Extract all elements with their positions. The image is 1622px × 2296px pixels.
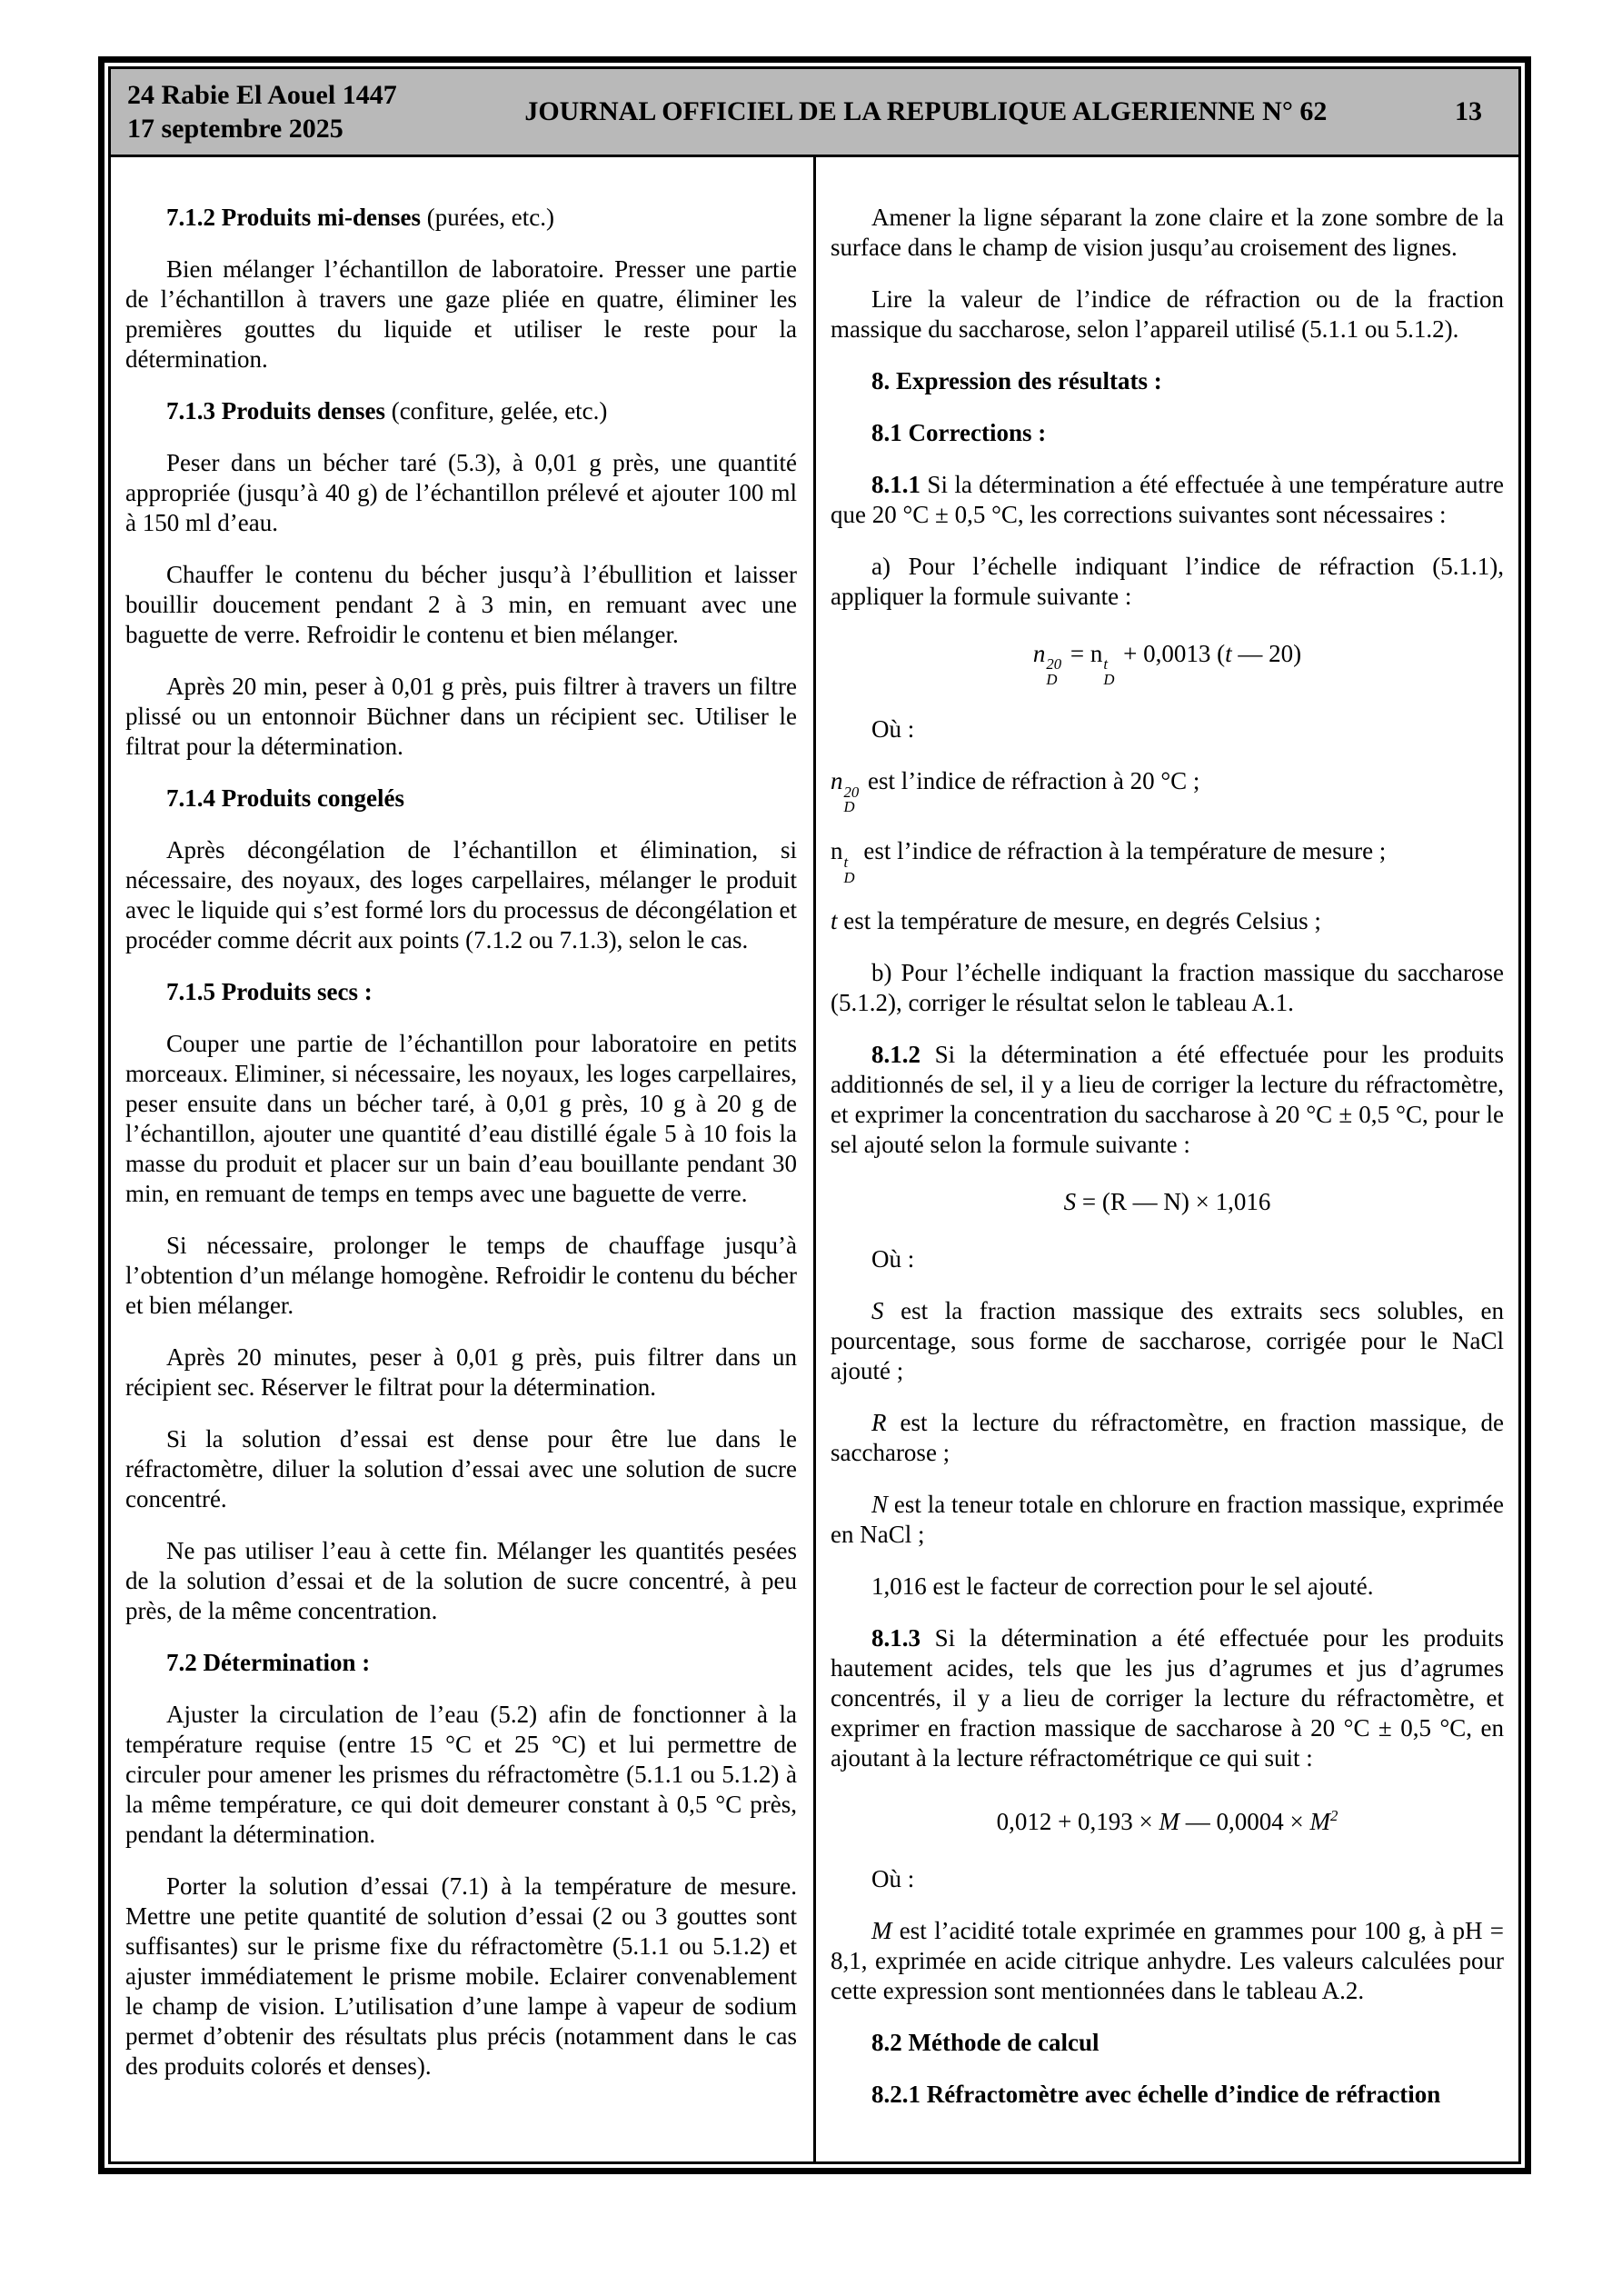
paragraph: Chauffer le contenu du bécher jusqu’à l’ébullition et laisser bouillir doucement pendant 2 à 3 min, en remuant avec une baguette de verre. Refroidir le contenu et bien mélanger. (125, 561, 797, 648)
heading-7-2: 7.2 Détermination : (166, 1649, 371, 1676)
paragraph: Lire la valeur de l’indice de réfraction ou de la fraction massique du saccharose, selon l’appareil utilisé (5.1.1 ou 5.1.2). (831, 285, 1504, 343)
paragraph: Bien mélanger l’échantillon de laboratoire. Presser une partie de l’échantillon à travers une gaze pliée en quatre, éliminer les premières gouttes du liquide et utiliser le reste pour la détermination. (125, 255, 797, 373)
definition-ndt: n t D est l’indice de réfraction à la température de mesure ; (831, 837, 1387, 886)
heading-8-1: 8.1 Corrections : (871, 419, 1047, 446)
paragraph: Après 20 minutes, peser à 0,01 g près, puis filtrer dans un récipient sec. Réserver le filtrat pour la détermination. (125, 1343, 797, 1401)
journal-title: JOURNAL OFFICIEL DE LA REPUBLIQUE ALGERIENNE N° 62 (524, 96, 1328, 126)
definition-nd20: n 20 D est l’indice de réfraction à 20 °C ; (831, 767, 1200, 816)
right-column (816, 157, 1518, 2161)
paragraph: Couper une partie de l’échantillon pour laboratoire en petits morceaux. Eliminer, si nécessaire, les noyaux, les loges carpellaires, peser ensuite dans un bécher taré, à 0,01 g près, 10 g à 20 g de l’échantillon, ajouter une quantité d’eau distillé égale 5 à 10 fois la masse du produit et placer sur un bain d’eau bouillante pendant 30 min, en remuant de temps en temps avec une baguette de verre. (125, 1030, 797, 1207)
heading-7-1-5: 7.1.5 Produits secs : (166, 978, 373, 1005)
paragraph: Après 20 min, peser à 0,01 g près, puis filtrer à travers un filtre plissé ou un entonnoir Büchner dans un récipient sec. Utiliser le filtrat pour la détermination. (125, 673, 797, 760)
paragraph: Ne pas utiliser l’eau à cette fin. Mélanger les quantités pesées de la solution d’essai et de la solution de sucre concentré, à peu près, de la même concentration. (125, 1537, 797, 1624)
hijri-date: 24 Rabie El Aouel 1447 (127, 80, 397, 110)
page-header (111, 69, 1518, 157)
paragraph-8-1-1: 8.1.1 Si la détermination a été effectuée à une température autre que 20 °C ± 0,5 °C, les corrections suivantes sont nécessaires : (831, 471, 1504, 528)
formula-salt-correction: S = (R — N) × 1,016 (1063, 1188, 1271, 1216)
definition-t: t est la température de mesure, en degrés Celsius ; (831, 907, 1321, 935)
where-label: Où : (871, 1245, 915, 1273)
page-content (111, 157, 1518, 2161)
heading-8-2-1: 8.2.1 Réfractomètre avec échelle d’indice de réfraction (871, 2081, 1441, 2109)
formula-refraction-correction: n 20 D = n t D + 0,0013 (t — 20) (1032, 640, 1302, 689)
paragraph: b) Pour l’échelle indiquant la fraction massique du saccharose (5.1.2), corriger le résultat selon le tableau A.1. (831, 959, 1504, 1017)
left-column (111, 157, 813, 2161)
definition-s: S est la fraction massique des extraits secs solubles, en pourcentage, sous forme de saccharose, corrigée pour le NaCl ajouté ; (831, 1297, 1504, 1385)
definition-n: N est la teneur totale en chlorure en fraction massique, exprimée en NaCl ; (831, 1491, 1504, 1549)
where-label: Où : (871, 1865, 915, 1893)
paragraph: Si la solution d’essai est dense pour être lue dans le réfractomètre, diluer la solution d’essai avec une solution de sucre concentré. (125, 1425, 797, 1512)
paragraph: Si nécessaire, prolonger le temps de chauffage jusqu’à l’obtention d’un mélange homogène. Refroidir le contenu du bécher et bien mélanger. (125, 1232, 797, 1319)
paragraph: a) Pour l’échelle indiquant l’indice de réfraction (5.1.1), appliquer la formule suivante : (831, 553, 1504, 610)
paragraph: Ajuster la circulation de l’eau (5.2) afin de fonctionner à la température requise (entre 15 °C et 25 °C) et lui permettre de circuler pour amener les prismes du réfractomètre (5.1.1 ou 5.1.2) à la même température, ce qui doit demeurer constant à 0,5 °C près, pendant la détermination. (125, 1701, 797, 1848)
paragraph-8-1-3: 8.1.3 Si la détermination a été effectuée pour les produits hautement acides, tels que les jus d’agrumes et jus d’agrumes concentrés, il y a lieu de corriger la lecture du réfractomètre, et exprimer en fraction massique de saccharose à 20 °C ± 0,5 °C, en ajoutant à la lecture réfractométrique ce qui suit : (831, 1624, 1504, 1772)
heading-7-1-4: 7.1.4 Produits congelés (166, 784, 404, 812)
heading-8: 8. Expression des résultats : (871, 367, 1162, 394)
heading-7-1-3: 7.1.3 Produits denses (confiture, gelée, etc.) (166, 397, 608, 424)
page-number: 13 (1455, 96, 1482, 126)
paragraph: Après décongélation de l’échantillon et élimination, si nécessaire, des noyaux, des loges carpellaires, mélanger le produit avec le liquide qui s’est formé lors du processus de décongélation et procéder comme décrit aux points (7.1.2 ou 7.1.3), selon le cas. (125, 836, 797, 953)
definition-r: R est la lecture du réfractomètre, en fraction massique, de saccharose ; (831, 1409, 1504, 1467)
formula-acidity-correction: 0,012 + 0,193 × M — $0,0004 \times M^2$ (996, 1807, 1338, 1836)
definition-m: M est l’acidité totale exprimée en grammes pour 100 g, à pH = 8,1, exprimée en acide citrique anhydre. Les valeurs calculées pour cette expression sont mentionnées dans le tableau A.2. (831, 1917, 1504, 2005)
paragraph: Amener la ligne séparant la zone claire et la zone sombre de la surface dans le champ de vision jusqu’au croisement des lignes. (831, 204, 1504, 261)
paragraph: Porter la solution d’essai (7.1) à la température de mesure. Mettre une petite quantité de solution d’essai (2 ou 3 gouttes sont suffisantes) sur le prisme fixe du réfractomètre (5.1.1 ou 5.1.2) et ajuster immédiatement le prisme mobile. Eclairer convenablement le champ de vision. L’utilisation d’une lampe à vapeur de sodium permet d’obtenir des résultats plus précis (notamment dans le cas des produits colorés et denses). (125, 1872, 797, 2080)
gregorian-date: 17 septembre 2025 (127, 114, 343, 144)
page-border (98, 56, 1531, 2174)
issue-date (127, 78, 397, 145)
definition-factor: 1,016 est le facteur de correction pour le sel ajouté. (871, 1572, 1374, 1601)
page-inner-border (108, 66, 1521, 2164)
paragraph-8-1-2: 8.1.2 Si la détermination a été effectuée pour les produits additionnés de sel, il y a lieu de corriger la lecture du réfractomètre, et exprimer la concentration du saccharose à 20 °C ± 0,5 °C, pour le sel ajouté selon la formule suivante : (831, 1041, 1504, 1159)
where-label: Où : (871, 715, 915, 744)
paragraph: Peser dans un bécher taré (5.3), à 0,01 g près, une quantité appropriée (jusqu’à 40 g) de l’échantillon prélevé et ajouter 100 ml à 150 ml d’eau. (125, 449, 797, 536)
heading-8-2: 8.2 Méthode de calcul (871, 2029, 1100, 2057)
heading-7-1-2: 7.1.2 Produits mi-denses (purées, etc.) (166, 204, 554, 231)
